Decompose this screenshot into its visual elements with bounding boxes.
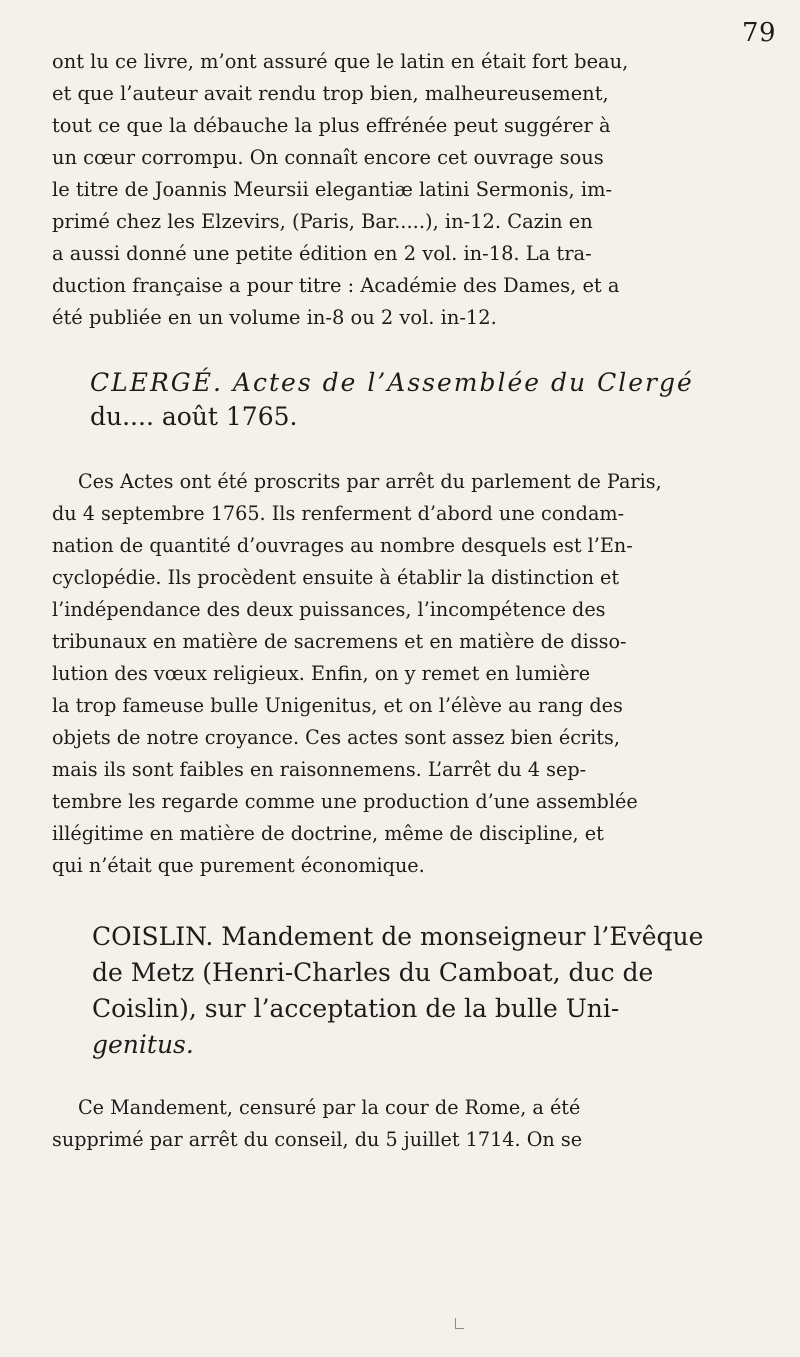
entry-body-line: Ces Actes ont été proscrits par arrêt du parlement de Paris, — [78, 470, 662, 493]
text-line: tout ce que la débauche la plus effrénée peut suggérer à — [52, 114, 611, 137]
entry-body-line: tribunaux en matière de sacremens et en matière de disso- — [52, 630, 627, 653]
entry-heading-line: COISLIN. Mandement de monseigneur l’Evêque — [92, 922, 704, 951]
entry-heading-line: du.... août 1765. — [90, 402, 298, 431]
entry-body-line: l’indépendance des deux puissances, l’incompétence des — [52, 598, 606, 621]
entry-body-line: nation de quantité d’ouvrages au nombre desquels est l’En- — [52, 534, 633, 557]
entry-body-line: Ce Mandement, censuré par la cour de Rome, a été — [78, 1096, 581, 1119]
entry-heading-line: CLERGÉ. Actes de l’Assemblée du Clergé — [90, 368, 694, 397]
entry-body-line: lution des vœux religieux. Enfin, on y remet en lumière — [52, 662, 591, 685]
entry-heading-line: Coislin), sur l’acceptation de la bulle Uni- — [92, 994, 620, 1023]
text-line: et que l’auteur avait rendu trop bien, malheureusement, — [52, 82, 609, 105]
entry-heading-line: genitus. — [92, 1030, 194, 1059]
text-line: a aussi donné une petite édition en 2 vol. in-18. La tra- — [52, 242, 592, 265]
text-line: été publiée en un volume in-8 ou 2 vol. in-12. — [52, 306, 497, 329]
page-number: 79 — [742, 18, 777, 48]
entry-body-line: objets de notre croyance. Ces actes sont assez bien écrits, — [52, 726, 620, 749]
entry-body-line: la trop fameuse bulle Unigenitus, et on l’élève au rang des — [52, 694, 623, 717]
text-line: duction française a pour titre : Académie des Dames, et a — [52, 274, 620, 297]
entry-heading-line: de Metz (Henri-Charles du Camboat, duc de — [92, 958, 654, 987]
text-line: ont lu ce livre, m’ont assuré que le latin en était fort beau, — [52, 50, 629, 73]
entry-body-line: tembre les regarde comme une production d’une assemblée — [52, 790, 638, 813]
entry-body-line: mais ils sont faibles en raisonnemens. L’arrêt du 4 sep- — [52, 758, 587, 781]
entry-body-line: qui n’était que purement économique. — [52, 854, 425, 877]
entry-body-line: cyclopédie. Ils procèdent ensuite à établir la distinction et — [52, 566, 620, 589]
entry-body-line: supprimé par arrêt du conseil, du 5 juillet 1714. On se — [52, 1128, 583, 1151]
entry-body-line: du 4 septembre 1765. Ils renferment d’abord une condam- — [52, 502, 625, 525]
bottom-mark — [455, 1318, 464, 1329]
entry-body-line: illégitime en matière de doctrine, même de discipline, et — [52, 822, 604, 845]
text-line: un cœur corrompu. On connaît encore cet ouvrage sous — [52, 146, 604, 169]
text-line: le titre de Joannis Meursii elegantiæ latini Sermonis, im- — [52, 178, 613, 201]
text-line: primé chez les Elzevirs, (Paris, Bar.....), in-12. Cazin en — [52, 210, 593, 233]
